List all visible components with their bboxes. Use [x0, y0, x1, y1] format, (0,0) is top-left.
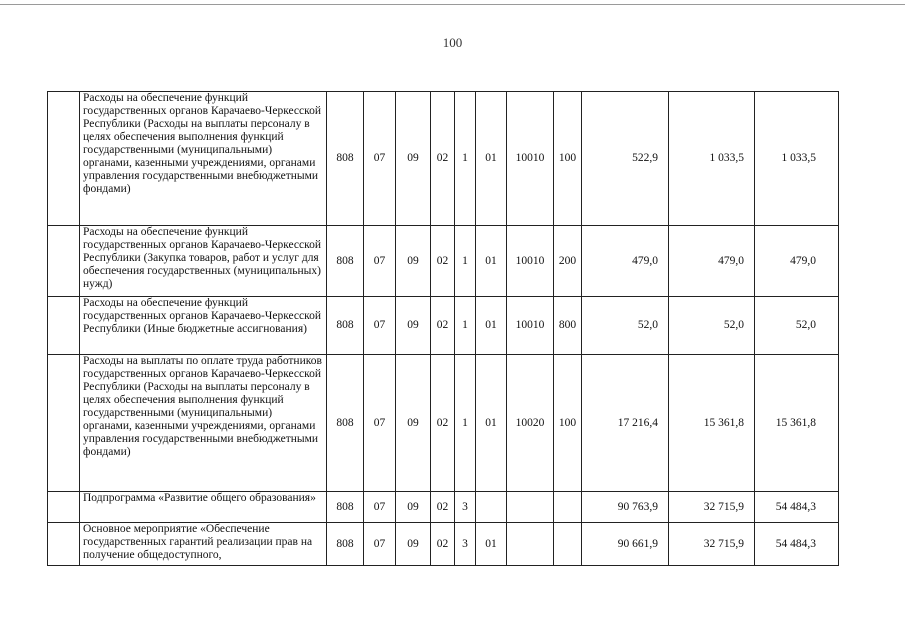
sum-1: 479,0 — [582, 226, 669, 297]
vedomstvo-code: 808 — [327, 355, 364, 492]
napravlenie-code — [507, 523, 554, 566]
vid-rashodov-code: 100 — [554, 355, 582, 492]
programma-code: 02 — [431, 226, 455, 297]
empty-cell — [48, 297, 80, 355]
empty-cell — [48, 492, 80, 523]
sum-3: 54 484,3 — [755, 523, 839, 566]
sum-3: 15 361,8 — [755, 355, 839, 492]
table-row — [48, 226, 839, 297]
meropriyatie-code: 01 — [476, 226, 507, 297]
empty-cell — [48, 226, 80, 297]
budget-table — [47, 91, 839, 566]
meropriyatie-code — [476, 492, 507, 523]
programma-code: 02 — [431, 492, 455, 523]
table-row — [48, 92, 839, 226]
table-row — [48, 523, 839, 566]
vid-rashodov-code: 200 — [554, 226, 582, 297]
programma-code: 02 — [431, 355, 455, 492]
table-row — [48, 492, 839, 523]
sum-2: 52,0 — [669, 297, 755, 355]
napravlenie-code: 10010 — [507, 92, 554, 226]
row-name: Подпрограмма «Развитие общего образования» — [80, 492, 327, 523]
podprogramma-code: 1 — [455, 355, 476, 492]
programma-code: 02 — [431, 297, 455, 355]
meropriyatie-code: 01 — [476, 355, 507, 492]
podrazdel-code: 09 — [396, 355, 431, 492]
vedomstvo-code: 808 — [327, 297, 364, 355]
podrazdel-code: 09 — [396, 226, 431, 297]
razdel-code: 07 — [364, 355, 396, 492]
razdel-code: 07 — [364, 92, 396, 226]
table-row — [48, 355, 839, 492]
sum-3: 479,0 — [755, 226, 839, 297]
podprogramma-code: 1 — [455, 92, 476, 226]
meropriyatie-code: 01 — [476, 523, 507, 566]
vid-rashodov-code — [554, 492, 582, 523]
napravlenie-code: 10020 — [507, 355, 554, 492]
row-name: Расходы на обеспечение функций государственных органов Карачаево-Черкесской Республики (Иные бюджетные ассигнования) — [80, 297, 327, 355]
programma-code: 02 — [431, 92, 455, 226]
empty-cell — [48, 92, 80, 226]
vedomstvo-code: 808 — [327, 523, 364, 566]
podprogramma-code: 3 — [455, 523, 476, 566]
row-name: Расходы на обеспечение функций государственных органов Карачаево-Черкесской Республики (Расходы на выплаты персоналу в целях обеспечения выполнения функций государственными (муниципальными) органами, казенными учреждениями, органами управления государственными внебюджетными фондами) — [80, 92, 327, 226]
vid-rashodov-code: 800 — [554, 297, 582, 355]
row-name: Основное мероприятие «Обеспечение государственных гарантий реализации прав на получение общедоступного, — [80, 523, 327, 566]
vedomstvo-code: 808 — [327, 92, 364, 226]
sum-2: 32 715,9 — [669, 492, 755, 523]
razdel-code: 07 — [364, 297, 396, 355]
sum-3: 54 484,3 — [755, 492, 839, 523]
sum-2: 15 361,8 — [669, 355, 755, 492]
sum-1: 17 216,4 — [582, 355, 669, 492]
sum-3: 1 033,5 — [755, 92, 839, 226]
podprogramma-code: 3 — [455, 492, 476, 523]
page-number: 100 — [442, 35, 463, 50]
napravlenie-code — [507, 492, 554, 523]
podrazdel-code: 09 — [396, 523, 431, 566]
vedomstvo-code: 808 — [327, 226, 364, 297]
razdel-code: 07 — [364, 523, 396, 566]
vid-rashodov-code — [554, 523, 582, 566]
vid-rashodov-code: 100 — [554, 92, 582, 226]
page-top-edge-line — [0, 4, 905, 5]
napravlenie-code: 10010 — [507, 226, 554, 297]
podrazdel-code: 09 — [396, 297, 431, 355]
sum-1: 522,9 — [582, 92, 669, 226]
vedomstvo-code: 808 — [327, 492, 364, 523]
sum-2: 479,0 — [669, 226, 755, 297]
table-row — [48, 297, 839, 355]
podrazdel-code: 09 — [396, 492, 431, 523]
sum-3: 52,0 — [755, 297, 839, 355]
podprogramma-code: 1 — [455, 226, 476, 297]
row-name: Расходы на обеспечение функций государственных органов Карачаево-Черкесской Республики (Закупка товаров, работ и услуг для обеспечения государственных (муниципальных) нужд) — [80, 226, 327, 297]
sum-1: 90 661,9 — [582, 523, 669, 566]
meropriyatie-code: 01 — [476, 92, 507, 226]
podrazdel-code: 09 — [396, 92, 431, 226]
razdel-code: 07 — [364, 492, 396, 523]
sum-1: 90 763,9 — [582, 492, 669, 523]
meropriyatie-code: 01 — [476, 297, 507, 355]
empty-cell — [48, 523, 80, 566]
razdel-code: 07 — [364, 226, 396, 297]
napravlenie-code: 10010 — [507, 297, 554, 355]
programma-code: 02 — [431, 523, 455, 566]
sum-2: 32 715,9 — [669, 523, 755, 566]
podprogramma-code: 1 — [455, 297, 476, 355]
row-name: Расходы на выплаты по оплате труда работников государственных органов Карачаево-Черкесской Республики (Расходы на выплаты персоналу в целях обеспечения выполнения функций государственными (муниципальными) органами, казенными учреждениями, органами управления государственными внебюджетными фондами) — [80, 355, 327, 492]
sum-1: 52,0 — [582, 297, 669, 355]
sum-2: 1 033,5 — [669, 92, 755, 226]
empty-cell — [48, 355, 80, 492]
